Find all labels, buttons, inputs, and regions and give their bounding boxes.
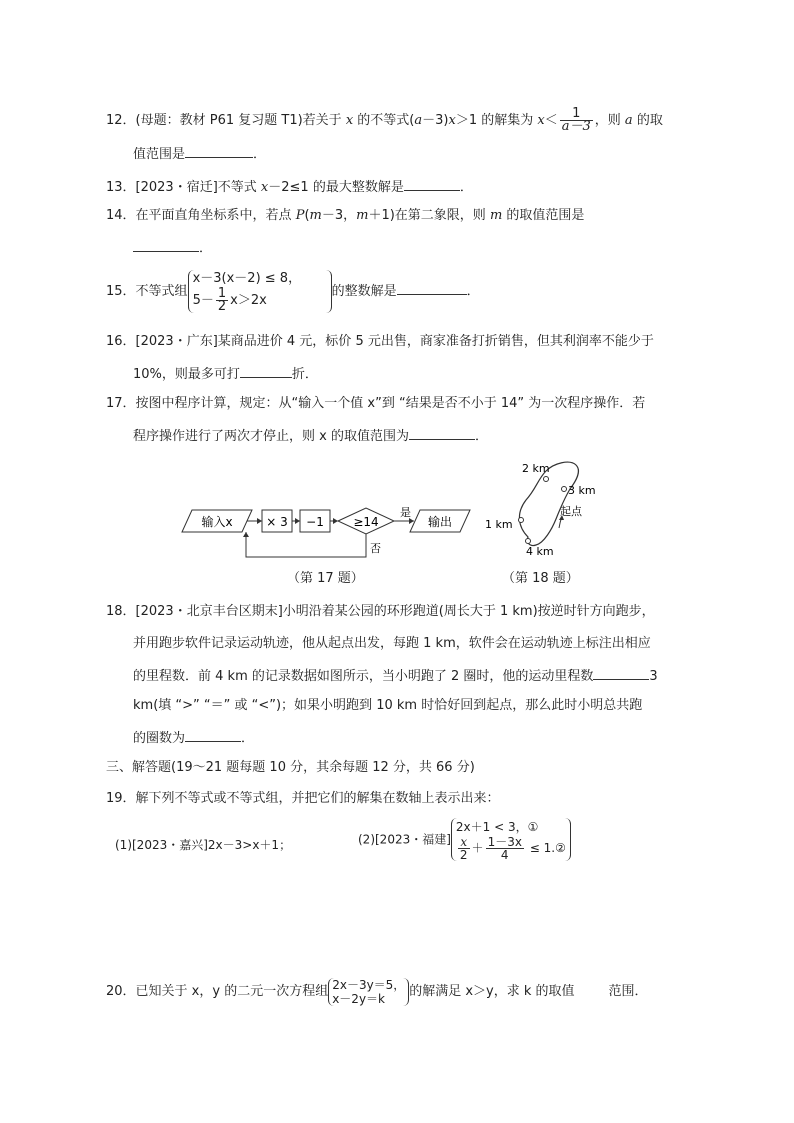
fig17-caption: （第 17 题） xyxy=(287,571,364,586)
answer-blank[interactable] xyxy=(240,364,292,378)
label-2km: 2 km xyxy=(522,462,550,475)
q17-line1: 17．按图中程序计算，规定：从“输入一个值 x”到 “结果是否不小于 14” 为一次程序操作．若 xyxy=(106,396,646,411)
marker-4km xyxy=(526,539,531,544)
inequality-system: x－3(x－2) ≤ 8， 5－ $\frac{1}{2}$ x＞2x xyxy=(188,270,332,313)
q18-line4: km(填 “>” “＝” 或 “<”)；如果小明跑到 10 km 时恰好回到起点，那么此时小明总共跑 xyxy=(133,698,643,713)
q18-line5: 的圈数为 ． xyxy=(133,728,254,748)
label-4km: 4 km xyxy=(526,545,554,558)
label-3km: 3 km xyxy=(568,484,596,497)
q16-line1: 16．[2023・广东]某商品进价 4 元，标价 5 元出售，商家准备打折销售，但其利润率不能少于 xyxy=(106,334,654,349)
section-3-heading: 三、解答题(19～21 题每题 10 分，其余每题 12 分，共 66 分) xyxy=(106,760,475,775)
marker-1km xyxy=(519,518,524,523)
fig18-caption: （第 18 题） xyxy=(502,571,579,586)
answer-blank[interactable] xyxy=(404,177,460,191)
subtract-label: −1 xyxy=(306,515,324,529)
multiply-label: × 3 xyxy=(266,515,288,529)
answer-blank[interactable] xyxy=(593,666,649,680)
q18-line2: 并用跑步软件记录运动轨迹，他从起点出发，每跑 1 km，软件会在运动轨迹上标注出相应 xyxy=(133,636,651,651)
answer-blank[interactable] xyxy=(133,238,199,252)
q20: 20．已知关于 x，y 的二元一次方程组 2x－3y＝5， x－2y＝k 的解满足 x＞y，求 k 的取值 范围． xyxy=(106,978,648,1006)
q19-part1: (1)[2023・嘉兴]2x－3>x＋1； xyxy=(115,838,292,852)
q18-line1: 18．[2023・北京丰台区期末]小明沿着某公园的环形跑道(周长大于 1 km)按逆时针方向跑步， xyxy=(106,604,655,619)
no-label: 否 xyxy=(370,542,381,555)
answer-blank[interactable] xyxy=(185,728,241,742)
yes-label: 是 xyxy=(400,506,411,519)
q14-line1: 14．在平面直角坐标系中，若点 P(m－3，m＋1)在第二象限，则 m 的取值范围是 xyxy=(106,208,585,223)
condition-label: ≥14 xyxy=(353,515,379,529)
marker-3km xyxy=(562,487,567,492)
answer-blank[interactable] xyxy=(397,281,467,295)
q17-line2: 程序操作进行了两次才停止，则 x 的取值范围为 ． xyxy=(133,426,488,446)
q19-part2: (2)[2023・福建] 2x＋1 < 3，① $\frac{x}{2}$ ＋ $\frac{1-3x}{4}$ ≤ 1.② xyxy=(358,818,571,861)
answer-blank[interactable] xyxy=(409,426,475,440)
q18-line3: 的里程数．前 4 km 的记录数据如图所示，当小明跑了 2 圈时，他的运动里程数 3 xyxy=(133,666,658,686)
label-start: 起点 xyxy=(560,505,582,518)
q12-line2: 值范围是 ． xyxy=(133,144,266,164)
label-1km: 1 km xyxy=(485,518,513,531)
q14-line2: ． xyxy=(133,238,212,258)
marker-2km xyxy=(544,477,549,482)
q12-fraction: $\frac{1}{a-3}$ xyxy=(561,106,591,134)
q16-line2: 10%，则最多可打 折． xyxy=(133,364,318,384)
input-label: 输入x xyxy=(201,515,233,529)
q15: 15．不等式组 x－3(x－2) ≤ 8， 5－ $\frac{1}{2}$ x＞2x 的整数解是 ． xyxy=(106,271,480,314)
q19: 19．解下列不等式或不等式组，并把它们的解集在数轴上表示出来： xyxy=(106,791,500,806)
q12-line1: 12．(母题：教材 P61 复习题 T1)若关于 x 的不等式(a－3)x＞1 的解集为 x＜ $\frac{1}{a-3}$ ，则 a 的取 xyxy=(106,106,663,134)
output-label: 输出 xyxy=(427,515,453,529)
q13: 13．[2023・宿迁]不等式 x－2≤1 的最大整数解是 ． xyxy=(106,177,473,197)
answer-blank[interactable] xyxy=(185,144,253,158)
inequality-system-2: 2x＋1 < 3，① $\frac{x}{2}$ ＋ $\frac{1-3x}{4}$ ≤ 1.② xyxy=(451,818,571,861)
track-figure xyxy=(480,455,610,565)
equation-system: 2x－3y＝5， x－2y＝k xyxy=(328,978,409,1006)
